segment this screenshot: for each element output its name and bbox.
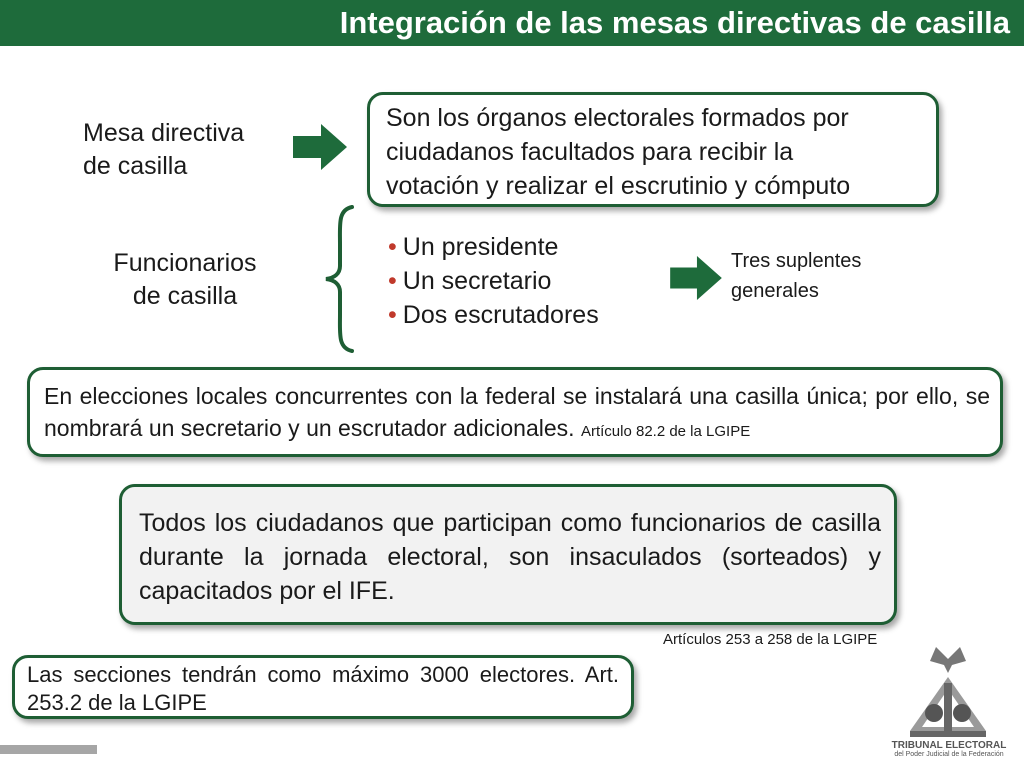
insaculados-text: Todos los ciudadanos que participan como funcionarios de casilla durante la jornada electoral, son insaculados (sorteados) y capacitados por el IFE. — [139, 509, 881, 605]
suplentes-note — [731, 246, 861, 306]
definition-line2: ciudadanos facultados para recibir la — [386, 138, 794, 166]
definition-text — [386, 101, 850, 203]
list-item-label: Un secretario — [402, 267, 552, 295]
tribunal-logo-text — [884, 740, 1014, 758]
funcionarios-label — [96, 247, 274, 313]
definition-line1: Son los órganos electorales formados por — [386, 104, 849, 132]
mesa-label-line2: de casilla — [83, 152, 188, 180]
left-brace-icon — [322, 204, 356, 354]
insaculados-reference: Artículos 253 a 258 de la LGIPE — [663, 631, 878, 648]
bullet-dot-icon: • — [388, 301, 397, 329]
footer-bar — [0, 745, 97, 754]
logo-line2: del Poder Judicial de la Federación — [894, 751, 1004, 758]
bullet-dot-icon: • — [388, 267, 397, 295]
tribunal-logo-icon — [906, 643, 990, 739]
concurrentes-text: En elecciones locales concurrentes con la federal se instalará una casilla única; por ello, se nombrará un secretario y un escrutador adicionales. — [44, 383, 990, 441]
secciones-text: Las secciones tendrán como máximo 3000 electores. Art. 253.2 de la LGIPE — [27, 662, 619, 715]
mesa-label-line1: Mesa directiva — [83, 119, 245, 147]
bullet-dot-icon: • — [388, 233, 397, 261]
list-item-label: Dos escrutadores — [402, 301, 599, 329]
slide-title: Integración de las mesas directivas de casilla — [339, 5, 1010, 40]
secciones-box — [12, 655, 634, 719]
funcionarios-label-line2: de casilla — [132, 282, 238, 310]
list-item — [388, 264, 599, 298]
title-bar — [0, 0, 1024, 46]
concurrentes-paragraph — [44, 380, 990, 448]
right-arrow-icon — [293, 124, 347, 170]
suplentes-line1: Tres suplentes — [731, 250, 862, 272]
list-item — [388, 230, 599, 264]
funcionarios-label-line1: Funcionarios — [113, 249, 257, 277]
definition-line3: votación y realizar el escrutinio y cómputo — [386, 172, 851, 200]
funcionarios-list — [388, 230, 599, 332]
insaculados-box — [119, 484, 897, 625]
list-item — [388, 298, 599, 332]
logo-line1: TRIBUNAL ELECTORAL — [891, 740, 1007, 751]
list-item-label: Un presidente — [402, 233, 559, 261]
definition-box — [367, 92, 939, 207]
right-arrow-icon — [670, 256, 722, 300]
concurrentes-box — [27, 367, 1003, 457]
mesa-label — [83, 117, 244, 183]
concurrentes-reference: Artículo 82.2 de la LGIPE — [580, 423, 751, 440]
suplentes-line2: generales — [731, 280, 819, 302]
